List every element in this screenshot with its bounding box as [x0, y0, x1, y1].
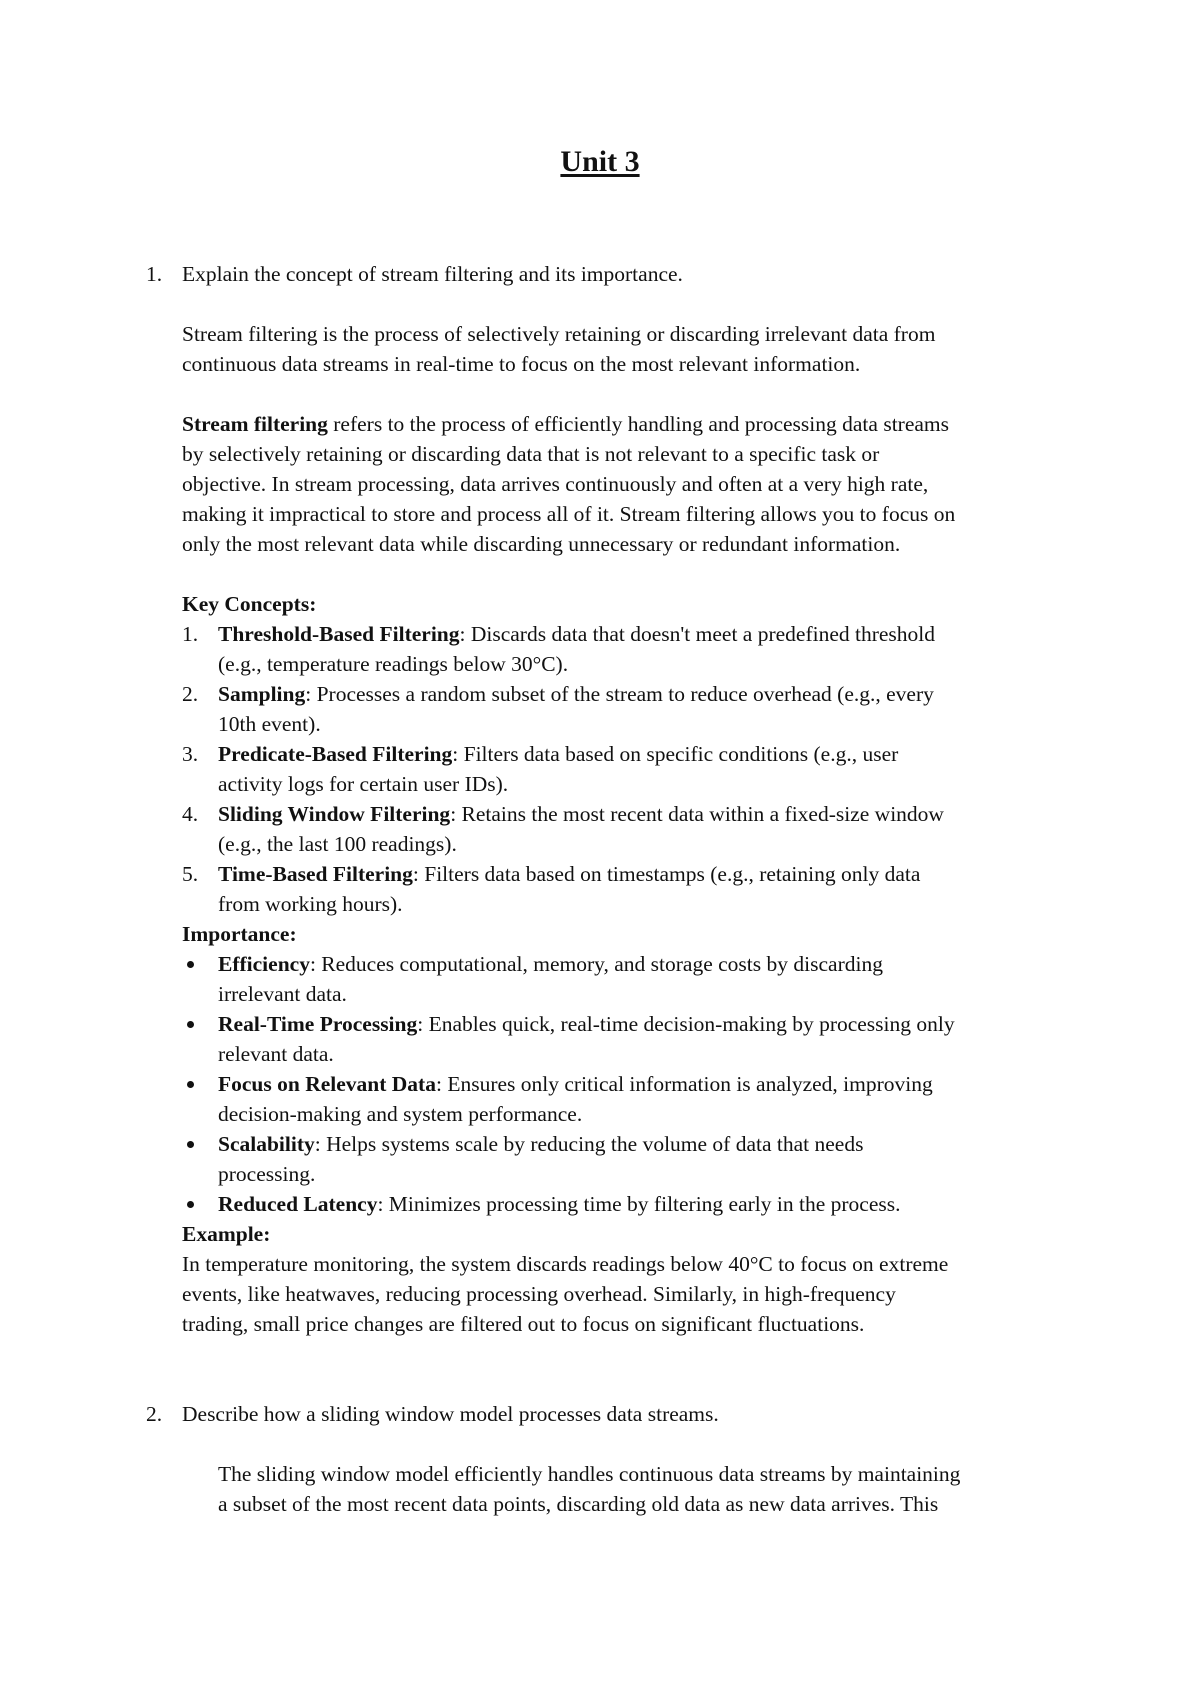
example-line: trading, small price changes are filtered out to focus on significant fluctuations.: [182, 1312, 865, 1336]
list-item: [218, 799, 944, 829]
bullet-item: [218, 1069, 933, 1099]
list-item-text: : Processes a random subset of the stream to reduce overhead (e.g., every: [305, 682, 934, 706]
list-item-continuation: activity logs for certain user IDs).: [218, 772, 509, 796]
bullet-item-continuation: irrelevant data.: [218, 982, 347, 1006]
key-concepts-heading: Key Concepts:: [182, 592, 317, 616]
list-item-continuation: (e.g., the last 100 readings).: [218, 832, 457, 856]
bullet-item-continuation: decision-making and system performance.: [218, 1102, 583, 1126]
example-line: events, like heatwaves, reducing processing overhead. Similarly, in high-frequency: [182, 1282, 896, 1306]
bullet-item-continuation: relevant data.: [218, 1042, 334, 1066]
list-item-continuation: (e.g., temperature readings below 30°C).: [218, 652, 569, 676]
detail-line: by selectively retaining or discarding data that is not relevant to a specific task or: [182, 442, 880, 466]
bullet-icon: [187, 961, 194, 968]
list-item-continuation: from working hours).: [218, 892, 403, 916]
bullet-item-text: : Helps systems scale by reducing the volume of data that needs: [314, 1132, 864, 1156]
detail-bold-term: Stream filtering: [182, 412, 328, 436]
list-item-text: : Discards data that doesn't meet a predefined threshold: [459, 622, 936, 646]
bullet-item-term: Scalability: [218, 1132, 315, 1156]
bullet-item: [218, 1129, 863, 1159]
bullet-item-term: Reduced Latency: [218, 1192, 378, 1216]
detail-line: [182, 409, 949, 439]
bullet-icon: [187, 1141, 194, 1148]
bullet-item: [218, 949, 883, 979]
question-number: 2.: [146, 1402, 163, 1426]
bullet-item-text: : Enables quick, real-time decision-making by processing only: [417, 1012, 955, 1036]
summary-line: Stream filtering is the process of selectively retaining or discarding irrelevant data from: [182, 322, 936, 346]
list-number: 1.: [182, 622, 199, 646]
bullet-icon: [187, 1201, 194, 1208]
summary-line: continuous data streams in real-time to focus on the most relevant information.: [182, 352, 861, 376]
bullet-item-text: : Ensures only critical information is analyzed, improving: [435, 1072, 933, 1096]
list-number: 5.: [182, 862, 199, 886]
bullet-item-text: : Minimizes processing time by filtering early in the process.: [377, 1192, 901, 1216]
detail-line: objective. In stream processing, data arrives continuously and often at a very high rate,: [182, 472, 929, 496]
detail-line: making it impractical to store and process all of it. Stream filtering allows you to focus on: [182, 502, 956, 526]
list-item-term: Threshold-Based Filtering: [218, 622, 460, 646]
list-number: 2.: [182, 682, 199, 706]
question-number: 1.: [146, 262, 163, 286]
bullet-item-continuation: processing.: [218, 1162, 316, 1186]
answer-line: a subset of the most recent data points, discarding old data as new data arrives. This: [218, 1492, 939, 1516]
list-item-term: Sampling: [218, 682, 306, 706]
list-item-continuation: 10th event).: [218, 712, 321, 736]
list-item-term: Sliding Window Filtering: [218, 802, 451, 826]
bullet-item-term: Focus on Relevant Data: [218, 1072, 436, 1096]
question-text: Explain the concept of stream filtering and its importance.: [182, 262, 683, 286]
list-item: [218, 859, 920, 889]
list-item-term: Predicate-Based Filtering: [218, 742, 453, 766]
list-number: 3.: [182, 742, 199, 766]
bullet-item-text: : Reduces computational, memory, and storage costs by discarding: [309, 952, 883, 976]
list-item: [218, 619, 935, 649]
bullet-item-term: Efficiency: [218, 952, 310, 976]
bullet-item: [218, 1009, 955, 1039]
answer-line: The sliding window model efficiently handles continuous data streams by maintaining: [218, 1462, 961, 1486]
example-line: In temperature monitoring, the system discards readings below 40°C to focus on extreme: [182, 1252, 949, 1276]
list-item-text: : Filters data based on specific conditions (e.g., user: [452, 742, 899, 766]
importance-heading: Importance:: [182, 922, 297, 946]
question-text: Describe how a sliding window model processes data streams.: [182, 1402, 719, 1426]
example-heading: Example:: [182, 1222, 271, 1246]
list-number: 4.: [182, 802, 199, 826]
bullet-icon: [187, 1081, 194, 1088]
list-item-text: : Filters data based on timestamps (e.g., retaining only data: [412, 862, 921, 886]
bullet-item: [218, 1189, 901, 1219]
detail-line: only the most relevant data while discarding unnecessary or redundant information.: [182, 532, 901, 556]
list-item-term: Time-Based Filtering: [218, 862, 413, 886]
list-item-text: : Retains the most recent data within a fixed-size window: [450, 802, 944, 826]
list-item: [218, 739, 898, 769]
list-item: [218, 679, 934, 709]
bullet-icon: [187, 1021, 194, 1028]
bullet-item-term: Real-Time Processing: [218, 1012, 418, 1036]
detail-text: refers to the process of efficiently handling and processing data streams: [327, 412, 949, 436]
page-title: Unit 3: [560, 145, 640, 178]
